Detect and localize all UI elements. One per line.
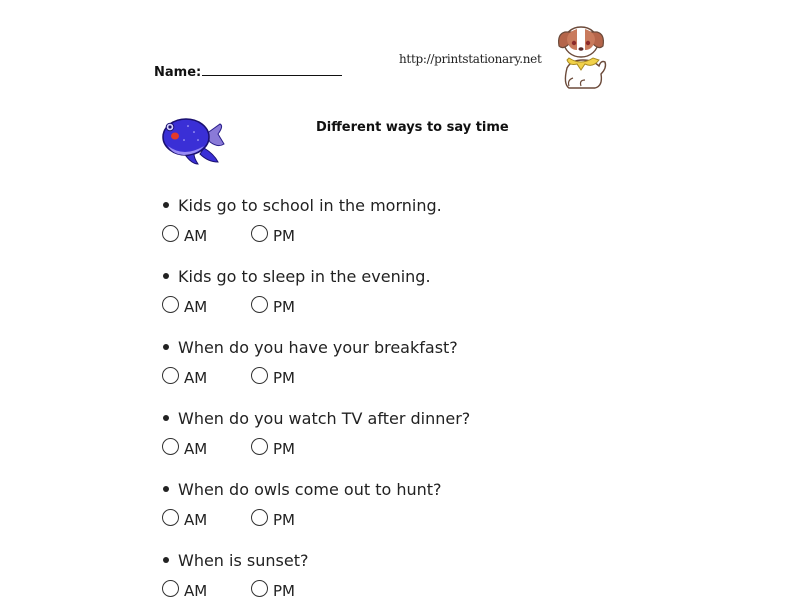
question-5 bbox=[160, 479, 442, 531]
option-label: PM bbox=[273, 440, 295, 458]
option-label: PM bbox=[273, 582, 295, 600]
purple-fish-clipart-icon bbox=[158, 110, 226, 166]
option-label: PM bbox=[273, 369, 295, 387]
option-label: PM bbox=[273, 227, 295, 245]
name-field[interactable] bbox=[154, 63, 342, 80]
radio-circle-icon[interactable] bbox=[162, 438, 179, 455]
question-text: When do you have your breakfast? bbox=[178, 338, 458, 357]
option-am[interactable] bbox=[162, 363, 207, 387]
option-label: AM bbox=[184, 582, 208, 600]
option-label: AM bbox=[184, 298, 208, 316]
radio-circle-icon[interactable] bbox=[162, 367, 179, 384]
option-label: PM bbox=[273, 298, 295, 316]
option-am[interactable] bbox=[162, 505, 207, 529]
option-label: AM bbox=[184, 227, 208, 245]
site-url: http://printstationary.net bbox=[399, 52, 542, 66]
radio-circle-icon[interactable] bbox=[251, 580, 268, 597]
puppy-clipart-icon bbox=[553, 20, 609, 92]
question-text: When do owls come out to hunt? bbox=[178, 480, 442, 499]
question-2 bbox=[160, 266, 431, 318]
name-blank-line[interactable] bbox=[202, 63, 342, 76]
bullet-icon bbox=[163, 486, 169, 492]
option-am[interactable] bbox=[162, 576, 207, 600]
question-1 bbox=[160, 195, 442, 247]
question-4 bbox=[160, 408, 470, 460]
radio-circle-icon[interactable] bbox=[251, 225, 268, 242]
question-text: Kids go to sleep in the evening. bbox=[178, 267, 431, 286]
option-am[interactable] bbox=[162, 221, 207, 245]
option-pm[interactable] bbox=[251, 292, 295, 316]
bullet-icon bbox=[163, 557, 169, 563]
option-label: AM bbox=[184, 511, 208, 529]
worksheet-title: Different ways to say time bbox=[316, 120, 509, 135]
bullet-icon bbox=[163, 415, 169, 421]
option-am[interactable] bbox=[162, 292, 207, 316]
question-text: Kids go to school in the morning. bbox=[178, 196, 442, 215]
option-pm[interactable] bbox=[251, 363, 295, 387]
question-3 bbox=[160, 337, 458, 389]
option-label: AM bbox=[184, 369, 208, 387]
radio-circle-icon[interactable] bbox=[251, 296, 268, 313]
question-6 bbox=[160, 550, 308, 602]
radio-circle-icon[interactable] bbox=[162, 296, 179, 313]
radio-circle-icon[interactable] bbox=[162, 225, 179, 242]
question-text: When is sunset? bbox=[178, 551, 309, 570]
option-pm[interactable] bbox=[251, 505, 295, 529]
option-label: PM bbox=[273, 511, 295, 529]
option-am[interactable] bbox=[162, 434, 207, 458]
radio-circle-icon[interactable] bbox=[162, 580, 179, 597]
option-pm[interactable] bbox=[251, 576, 295, 600]
question-text: When do you watch TV after dinner? bbox=[178, 409, 471, 428]
option-pm[interactable] bbox=[251, 221, 295, 245]
option-pm[interactable] bbox=[251, 434, 295, 458]
radio-circle-icon[interactable] bbox=[251, 438, 268, 455]
option-label: AM bbox=[184, 440, 208, 458]
bullet-icon bbox=[163, 273, 169, 279]
bullet-icon bbox=[163, 202, 169, 208]
bullet-icon bbox=[163, 344, 169, 350]
radio-circle-icon[interactable] bbox=[251, 367, 268, 384]
radio-circle-icon[interactable] bbox=[162, 509, 179, 526]
name-label: Name: bbox=[154, 65, 202, 80]
radio-circle-icon[interactable] bbox=[251, 509, 268, 526]
